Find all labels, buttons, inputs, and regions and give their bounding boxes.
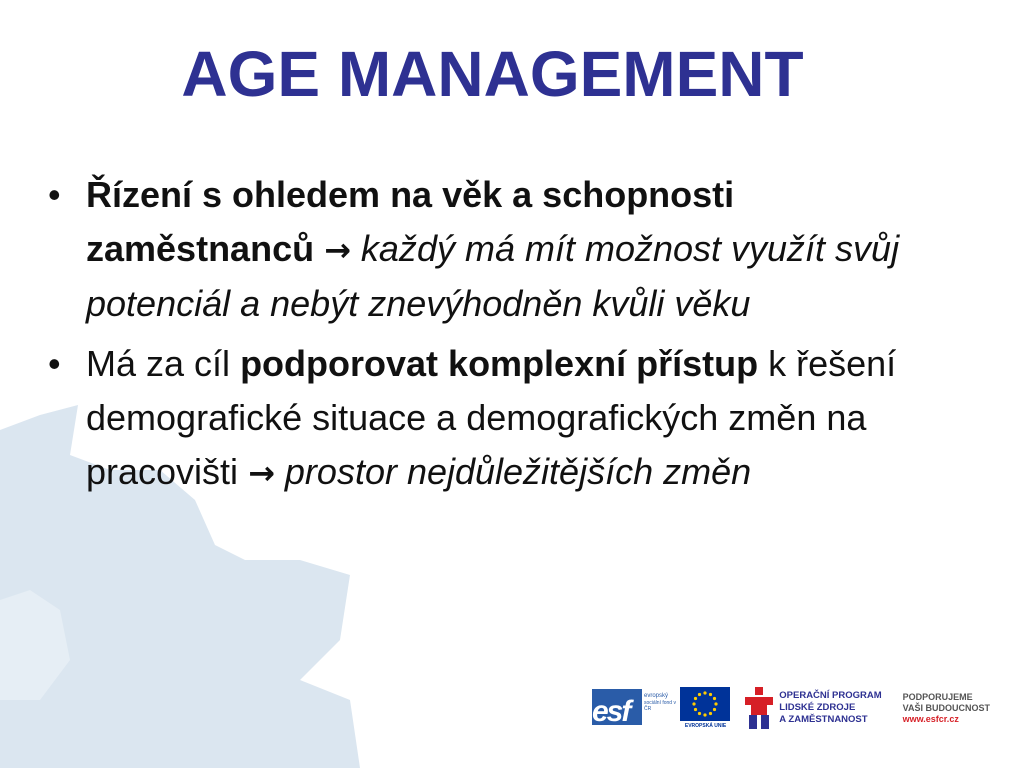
arrow-right-icon: → — [324, 231, 351, 269]
bullet-list — [40, 168, 970, 506]
support-text — [903, 692, 1012, 725]
esf-line1: evropský — [644, 693, 669, 699]
oplz-logo — [741, 685, 777, 731]
bullet-2-lead: Má za cíl — [86, 343, 231, 384]
bullet-1-italic: každý má mít možnost využít svůj potenciál a nebýt znevýhodněn kvůli věku — [86, 228, 900, 324]
support-line1: PODPORUJEME — [902, 691, 973, 702]
eu-flag-icon — [680, 687, 730, 721]
esf-logo — [592, 685, 676, 731]
bullet-1-bold: Řízení s ohledem na věk a schopnosti zaměstnanců — [86, 174, 735, 269]
bullet-dot-icon: • — [48, 174, 61, 215]
eu-label: EVROPSKÁ UNIE — [684, 723, 727, 729]
support-url: www.esfcr.cz — [902, 713, 959, 724]
oplz-line1: OPERAČNÍ PROGRAM — [779, 690, 882, 701]
bullet-dot-icon: • — [48, 343, 61, 384]
slide-title: AGE MANAGEMENT — [181, 38, 804, 110]
bullet-2-bold: podporovat komplexní přístup — [240, 343, 759, 384]
bullet-2-rest: k řešení demografické situace a demografických změn na pracovišti — [86, 343, 897, 492]
esf-line2: sociální fond v ČR — [644, 700, 676, 712]
oplz-line3: A ZAMĚSTNANOST — [779, 714, 868, 725]
bullet-item-1 — [40, 168, 970, 331]
bullet-2-italic: prostor nejdůležitějších změn — [284, 451, 752, 492]
bullet-item-2 — [40, 337, 970, 500]
eu-flag-logo — [678, 685, 732, 731]
footer-logos — [592, 683, 1012, 733]
oplz-line2: LIDSKÉ ZDROJE — [779, 702, 856, 713]
oplz-text — [779, 690, 894, 726]
oplz-figure-icon — [741, 685, 777, 731]
esf-logo-text: esf — [592, 695, 630, 728]
arrow-right-icon: → — [248, 454, 275, 492]
support-line2: VAŠI BUDOUCNOST — [902, 702, 990, 713]
